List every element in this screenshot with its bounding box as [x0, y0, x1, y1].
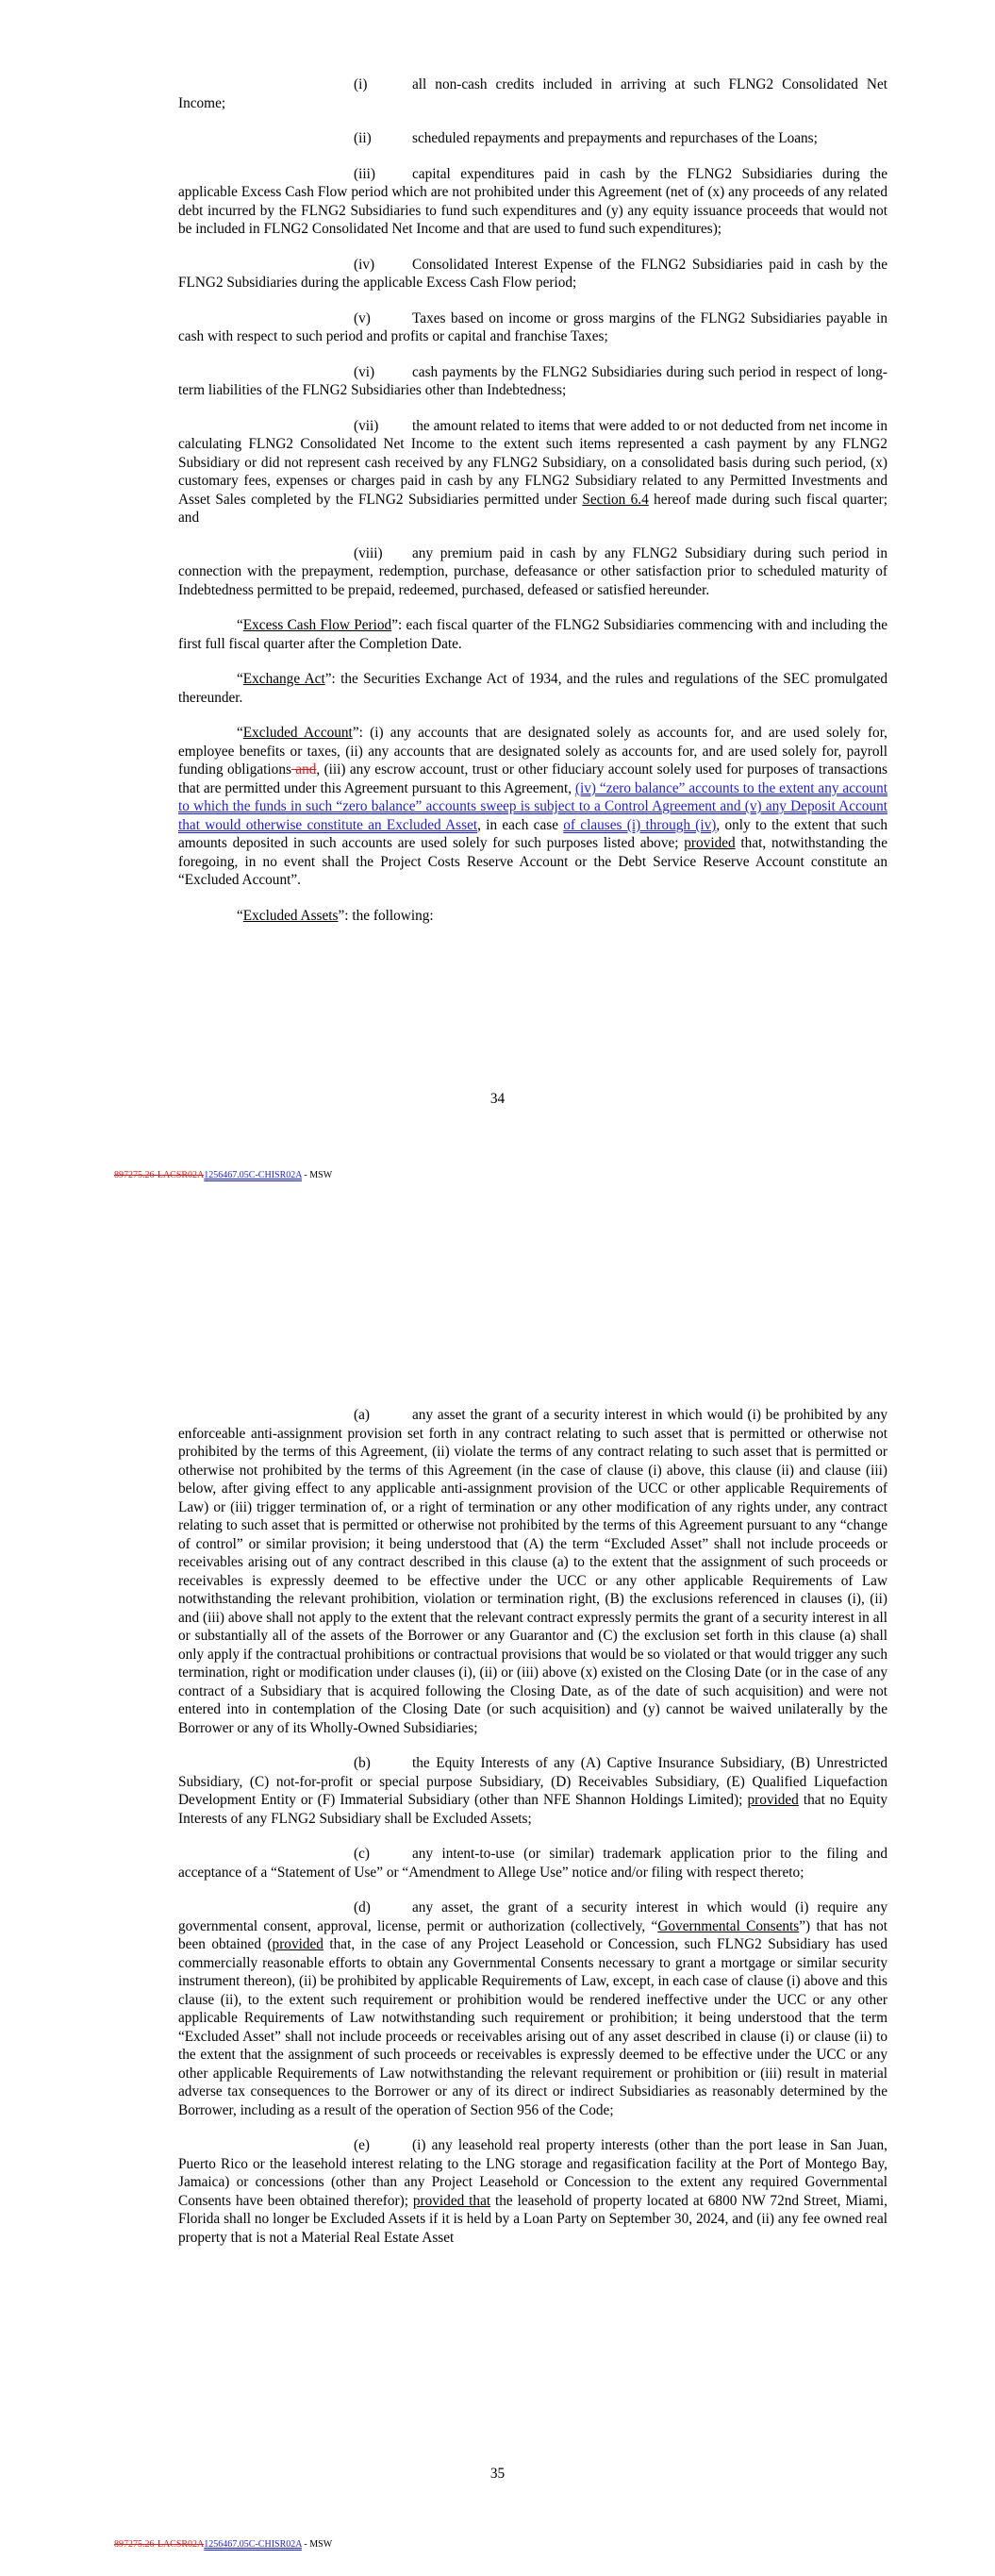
clause-e: (e) (i) any leasehold real property interests (other than the port lease in San Juan, Puerto Rico or the leasehold interest relating to the LNG storage and regasification facility at the Port of Montego Bay, Jamaica) or concessions (other than any Project Leasehold or Concession to the extent any required Governmental Consents have been obtained therefor); provided that the leasehold of property located at 6800 NW 72nd Street, Miami, Florida shall no longer be Excluded Assets if it is held by a Loan Party on September 30, 2024, and (ii) any fee owned real property that is not a Material Real Estate Asset	[178, 2137, 887, 2246]
clause-a: (a) any asset the grant of a security interest in which would (i) be prohibited by any enforceable anti-assignment provision set forth in any contract relating to such asset that is permitted or otherwise not prohibited by the terms of this Agreement, (ii) violate the terms of any contract relating to such asset that is permitted or otherwise not prohibited by the terms of this Agreement (in the case of clause (i) above, this clause (ii) and clause (iii) below, after giving effect to any applicable anti-assignment provision of the UCC or other applicable Requirements of Law) or (iii) trigger termination of, or a right of termination or any other modification of any rights under, any contract relating to such asset that is permitted or otherwise not prohibited by the terms of this Agreement pursuant to any “change of control” or similar provision; it being understood that (A) the term “Excluded Asset” shall not include proceeds or receivables arising out of any contract described in this clause (a) to the extent that the assignment of such proceeds or receivables is expressly deemed to be effective under the UCC or any other applicable Requirements of Law notwithstanding the relevant prohibition, violation or termination right, (B) the exclusions referenced in clauses (i), (ii) and (iii) above shall not apply to the extent that the relevant contract expressly permits the grant of a security interest in all or substantially all of the assets of the Borrower or any Guarantor and (C) the exclusion set forth in this clause (a) shall only apply if the contractual prohibitions or contractual provisions that would be so violated or that would trigger any such termination, right or modification under clauses (i), (ii) or (iii) above (x) existed on the Closing Date (or in the case of any contract of a Subsidiary that is acquired following the Closing Date, as of the date of such acquisition) and were not entered into in contemplation of the Closing Date (or such acquisition) and (y) cannot be waived unilaterally by the Borrower or any of its Wholly-Owned Subsidiaries;	[178, 1407, 887, 1736]
item-vi: (vi) cash payments by the FLNG2 Subsidiaries during such period in respect of long-term liabilities of the FLNG2 Subsidiaries other than Indebtedness;	[178, 363, 887, 398]
page-34-body	[178, 75, 887, 925]
section-6-4-link[interactable]: Section 6.4	[582, 491, 649, 508]
def-excluded-assets: “Excluded Assets”: the following:	[237, 907, 434, 924]
page-number: 34	[489, 1091, 506, 1107]
clause-c: (c) any intent-to-use (or similar) trademark application prior to the filing and acceptance of a “Statement of Use” or “Amendment to Allege Use” notice and/or filing with respect thereto;	[178, 1846, 887, 1881]
item-v: (v) Taxes based on income or gross margins of the FLNG2 Subsidiaries payable in cash with respect to such period and profits or capital and franchise Taxes;	[178, 309, 887, 344]
page-34	[0, 0, 995, 1274]
item-viii: (viii) any premium paid in cash by any FLNG2 Subsidiary during such period in connection with the prepayment, redemption, purchase, defeasance or other satisfaction prior to scheduled maturity of Indebtedness permitted to be prepaid, redeemed, purchased, defeased or satisfied hereunder.	[178, 544, 887, 598]
clause-b: (b) the Equity Interests of any (A) Captive Insurance Subsidiary, (B) Unrestricted Subsidiary, (C) not-for-profit or special purpose Subsidiary, (D) Receivables Subsidiary, (E) Qualified Liquefaction Development Entity or (F) Immaterial Subsidiary (other than NFE Shannon Holdings Limited); provided that no Equity Interests of any FLNG2 Subsidiary shall be Excluded Assets;	[178, 1755, 887, 1827]
item-vii: (vii) the amount related to items that were added to or not deducted from net income in calculating FLNG2 Consolidated Net Income to the extent such items represented a cash payment by any FLNG2 Subsidiary or did not represent cash received by any FLNG2 Subsidiary, on a consolidated basis during such period, (x) customary fees, expenses or charges paid in cash by any FLNG2 Subsidiary related to any Permitted Investments and Asset Sales completed by the FLNG2 Subsidiaries permitted under Section 6.4 hereof made during such fiscal quarter; and	[178, 417, 887, 526]
page-35-body	[178, 1406, 887, 2247]
item-i: (i) all non-cash credits included in arriving at such FLNG2 Consolidated Net Income;	[178, 76, 887, 111]
document-footer: 897275.26-LACSR02A1256467.05C-CHISR02A - MSW	[114, 2539, 333, 2550]
def-excess-cash-flow-period: “Excess Cash Flow Period”: each fiscal quarter of the FLNG2 Subsidiaries commencing with and including the first full fiscal quarter after the Completion Date.	[178, 617, 888, 652]
def-exchange-act: “Exchange Act”: the Securities Exchange Act of 1934, and the rules and regulations of the SEC promulgated thereunder.	[178, 671, 888, 706]
deleted-text: and	[290, 761, 317, 778]
inserted-text: (iv) “zero balance” accounts to the extent any account to which the funds in such “zero balance” accounts sweep is subject to a Control Agreement and (v) any Deposit Account that would otherwise constitute an Excluded Asset	[178, 779, 887, 833]
clause-d: (d) any asset, the grant of a security interest in which would (i) require any governmental consent, approval, license, permit or authorization (collectively, “Governmental Consents”) that has not been obtained (provided that, in the case of any Project Leasehold or Concession, such FLNG2 Subsidiary has used commercially reasonable efforts to obtain any Governmental Consents necessary to grant a mortgage or similar security instrument thereon), (ii) be prohibited by applicable Requirements of Law, except, in each case of clause (i) above and this clause (ii), to the extent such requirement or prohibition would be rendered ineffective under the UCC or any other applicable Requirements of Law notwithstanding such requirement or prohibition; it being understood that the term “Excluded Asset” shall not include proceeds or receivables arising out of any asset described in clause (i) or clause (ii) to the extent that the assignment of such proceeds or receivables is expressly deemed to be effective under the UCC or any other applicable Requirements of Law notwithstanding the relevant requirement or prohibition or (iii) result in material adverse tax consequences to the Borrower or any of its direct or indirect Subsidiaries as reasonably determined by the Borrower, including as a result of the operation of Section 956 of the Code;	[178, 1899, 888, 2118]
item-ii: (ii) scheduled repayments and prepayments and repurchases of the Loans;	[354, 130, 818, 146]
def-excluded-account: “Excluded Account”: (i) any accounts that are designated solely as accounts for, and are used solely for, employee benefits or taxes, (ii) any accounts that are designated solely as accounts for, and are used solely for, payroll funding obligations and, (iii) any escrow account, trust or other fiduciary account solely used for purposes of transactions that are permitted under this Agreement pursuant to this Agreement, (iv) “zero balance” accounts to the extent any account to which the funds in such “zero balance” accounts sweep is subject to a Control Agreement and (v) any Deposit Account that would otherwise constitute an Excluded Asset, in each case of clauses (i) through (iv), only to the extent that such amounts deposited in such accounts are used solely for such purposes listed above; provided that, notwithstanding the foregoing, in no event shall the Project Costs Reserve Account or the Debt Service Reserve Account constitute an “Excluded Account”.	[178, 725, 888, 888]
document-footer: 897275.26-LACSR02A1256467.05C-CHISR02A - MSW	[114, 1170, 333, 1180]
page-35	[0, 1274, 995, 2576]
item-iv: (iv) Consolidated Interest Expense of the FLNG2 Subsidiaries paid in cash by the FLNG2 Subsidiaries during the applicable Excess Cash Flow period;	[178, 256, 887, 291]
item-iii: (iii) capital expenditures paid in cash by the FLNG2 Subsidiaries during the applicable Excess Cash Flow period which are not prohibited under this Agreement (net of (x) any proceeds of any related debt incurred by the FLNG2 Subsidiaries to fund such expenditures and (y) any equity issuance proceeds that would not be included in FLNG2 Consolidated Net Income and that are used to fund such expenditures);	[178, 165, 887, 237]
page-number: 35	[489, 2466, 506, 2482]
inserted-text: of clauses (i) through (iv)	[563, 816, 717, 833]
